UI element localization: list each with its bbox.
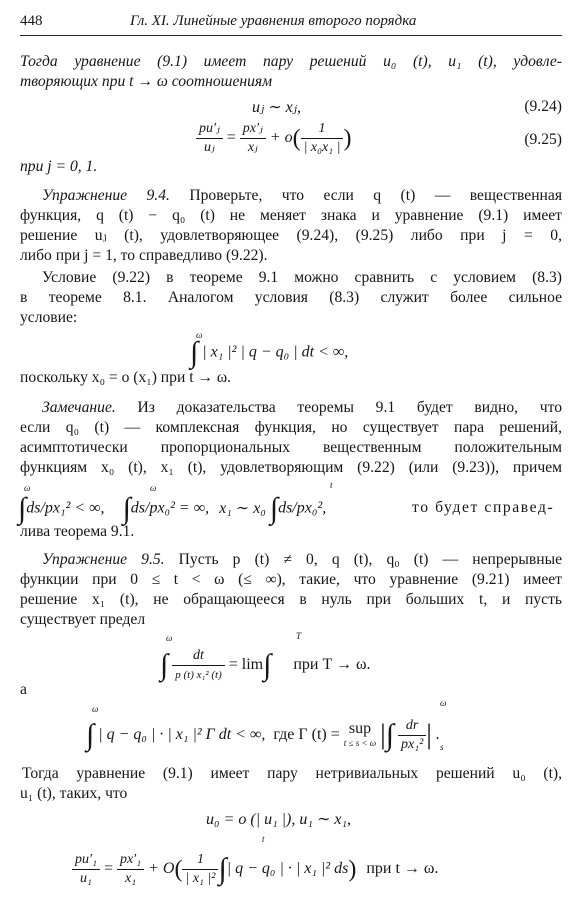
integral-upper-limit: ω (440, 698, 447, 708)
fraction-numerator: dt (172, 648, 225, 666)
fraction-denominator: u₁ (80, 871, 92, 886)
paragraph-4-line-1: Тогда уравнение (9.1) имеет пару нетривиальных решений u₀ (t), (22, 765, 562, 782)
integral-sign: ∫ (122, 492, 131, 525)
gamma-integral-body: | q − q₀ | · | x₁ |² Γ dt < ∞, (98, 726, 266, 744)
paragraph-4-line-2: u₁ (t), таких, что (20, 785, 128, 802)
remark-integral-2: ds/px₀² = ∞, (130, 499, 210, 517)
paragraph-2-line-2: в теореме 8.1. Аналогом условия (8.3) служит более сильное (20, 289, 562, 306)
fraction-denominator: x₁ (125, 871, 137, 886)
equation-9-24: uⱼ ∼ xⱼ, (252, 99, 301, 116)
gamma-condition: ∫ | q − q₀ | · | x₁ |² Γ dt < ∞, где Γ (t) = sup t ≤ s < ω |∫ $\frac{dr}{\text{px₁²}}$ | . (86, 718, 440, 752)
equation-number-9-25: (9.25) (524, 131, 562, 148)
exercise-9-4-text: Проверьте, что если q (t) — вещественная (189, 187, 562, 204)
plus-o-term: + o (269, 129, 293, 147)
paragraph-2-line-1: Условие (9.22) в теореме 9.1 можно сравнить с условием (8.3) (42, 269, 562, 286)
exercise-9-5-text: Пусть p (t) ≠ 0, q (t), q₀ (t) — непрерывные (178, 551, 563, 568)
paragraph-1-line-2: творяющих при t → ω соотношениям (20, 73, 273, 90)
remark-line-2: если q₀ (t) — комплексная функция, но существует пара решений, (20, 419, 562, 436)
fraction-numerator: px′ⱼ (240, 121, 266, 139)
fraction-numerator: dr (398, 718, 426, 736)
exercise-9-4-line-4: либо при j = 1, то справедливо (9.22). (20, 247, 268, 264)
integral-sign: ∫ (190, 336, 199, 369)
integral-sign: ∫ (218, 852, 227, 886)
integral-1-upper-limit: ω (24, 483, 31, 493)
integral-upper-limit: ω (196, 330, 203, 340)
remark-integral-1: ds/px₁² < ∞, (26, 499, 105, 517)
integral-2-upper-limit: ω (150, 483, 157, 493)
remark-tail: то будет справед- (412, 499, 555, 516)
sup-range: t ≤ s < ω (343, 737, 377, 748)
equals-sign: = (226, 129, 236, 147)
integral-sign: ∫ (18, 492, 27, 525)
exercise-9-5-line-3: решение x₁ (t), не обращающееся в нуль при больших t, и пусть (20, 591, 562, 608)
sup-operator: sup (348, 719, 372, 737)
exercise-9-4-line-1 (20, 186, 562, 206)
limit-equation (160, 648, 370, 683)
integral-sign: ∫ (269, 492, 279, 525)
integral-3-upper-limit: t (330, 480, 333, 490)
fraction-numerator: pu′ⱼ (196, 121, 223, 139)
remark-line-6: лива теорема 9.1. (20, 523, 135, 540)
gamma-definition: где Γ (t) = (273, 726, 340, 744)
remark-line-1 (20, 398, 562, 418)
integral-sign: ∫ (86, 718, 95, 752)
fraction-denominator: p (t) x₁² (t) (175, 669, 222, 681)
fraction-numerator: pu′₁ (72, 852, 100, 870)
integral-sign: ∫ (385, 718, 394, 752)
integral-upper-limit: ω (92, 704, 99, 714)
a-label: а (20, 681, 27, 698)
remark-integral-4: ds/px₀², (278, 499, 327, 517)
exercise-9-4-title: Упражнение 9.4. (42, 187, 170, 204)
limit-rhs: = lim (228, 656, 264, 674)
fraction-denominator: px₁² (400, 737, 424, 752)
final-equation-2: $\frac{\text{pu′₁}}{\text{u₁}}$ = $\frac{\text{px′₁}}{\text{x₁}}$ + O( $\frac{1}{\text{| x₁ |²}}$ ∫| q − q₀ | · | x₁ |² ds) при t → ω. (72, 852, 438, 887)
exercise-9-5-line-2: функции при 0 ≤ t < ω (≤ ∞), такие, что уравнение (9.21) имеет (20, 571, 562, 588)
integral-upper-limit-t: T (296, 631, 302, 641)
exercise-9-5-title: Упражнение 9.5. (42, 551, 165, 568)
fraction-denominator: | x₀x₁ | (303, 140, 341, 155)
exercise-9-4-line-2: функция, q (t) − q₀ (t) не меняет знака и уравнение (9.1) имеет (20, 207, 562, 224)
condition-j: при j = 0, 1. (20, 158, 98, 175)
header-rule (20, 35, 562, 36)
exercise-9-4-line-3: решение uⱼ (t), удовлетворяющее (9.24), (9.25) либо при j = 0, (20, 227, 562, 244)
integral-condition (190, 338, 348, 368)
fraction-denominator: xⱼ (247, 140, 258, 155)
remark-asymptotic: x₁ ∼ x₀ (219, 499, 266, 517)
final-equation-1: u₀ = o (| u₁ |), u₁ ∼ x₁, (206, 811, 352, 828)
page-number: 448 (20, 13, 43, 29)
limit-condition: при T → ω. (293, 656, 371, 674)
fraction-denominator: | x₁ |² (185, 871, 216, 886)
remark-title: Замечание. (42, 399, 116, 416)
exercise-9-5-line-4: существует предел (20, 611, 146, 628)
remark-line-4: функциям x₀ (t), x₁ (t), удовлетворяющим (9.22) (или (9.23)), причем (20, 459, 562, 476)
remark-text: Из доказательства теоремы 9.1 будет видно, что (137, 399, 562, 416)
integral-lower-limit: s (440, 742, 444, 752)
exercise-9-5-line-1 (20, 550, 562, 570)
plus-big-o-term: + O (148, 860, 175, 878)
paragraph-1-line-1: Тогда уравнение (9.1) имеет пару решений u₀ (t), u₁ (t), удовле- (20, 53, 562, 70)
running-title: Гл. XI. Линейные уравнения второго порядка (130, 13, 417, 29)
remark-line-3: асимптотически пропорциональных вещественным положительным (20, 439, 562, 456)
integral-sign: ∫ (263, 648, 272, 682)
period: . (435, 726, 440, 744)
remark-integrals (18, 494, 326, 524)
integral-sign: ∫ (160, 648, 169, 682)
integral-upper-limit: ω (166, 633, 173, 643)
paragraph-2-line-3: условие: (20, 309, 78, 326)
fraction-numerator: 1 (182, 852, 218, 870)
final-integral-body: | q − q₀ | · | x₁ |² ds (226, 860, 349, 878)
fraction-numerator: 1 (301, 121, 344, 139)
equation-number-9-24: (9.24) (524, 98, 562, 115)
equals-sign: = (103, 860, 113, 878)
integral-body: | x₁ |² | q − q₀ | dt < ∞, (202, 343, 349, 361)
final-condition: при t → ω. (366, 860, 439, 878)
fraction-numerator: px′₁ (117, 852, 144, 870)
equation-9-25: $\frac{\text{pu′ⱼ}}{\text{uⱼ}}$ = $\frac{\text{px′ⱼ}}{\text{xⱼ}}$ + o( $\frac{1}{\text{| x₀x₁ |}}$ ) (196, 121, 351, 156)
fraction-denominator: uⱼ (204, 140, 215, 155)
integral-upper-limit: t (262, 834, 265, 844)
paragraph-3: поскольку x₀ = o (x₁) при t → ω. (20, 369, 232, 386)
